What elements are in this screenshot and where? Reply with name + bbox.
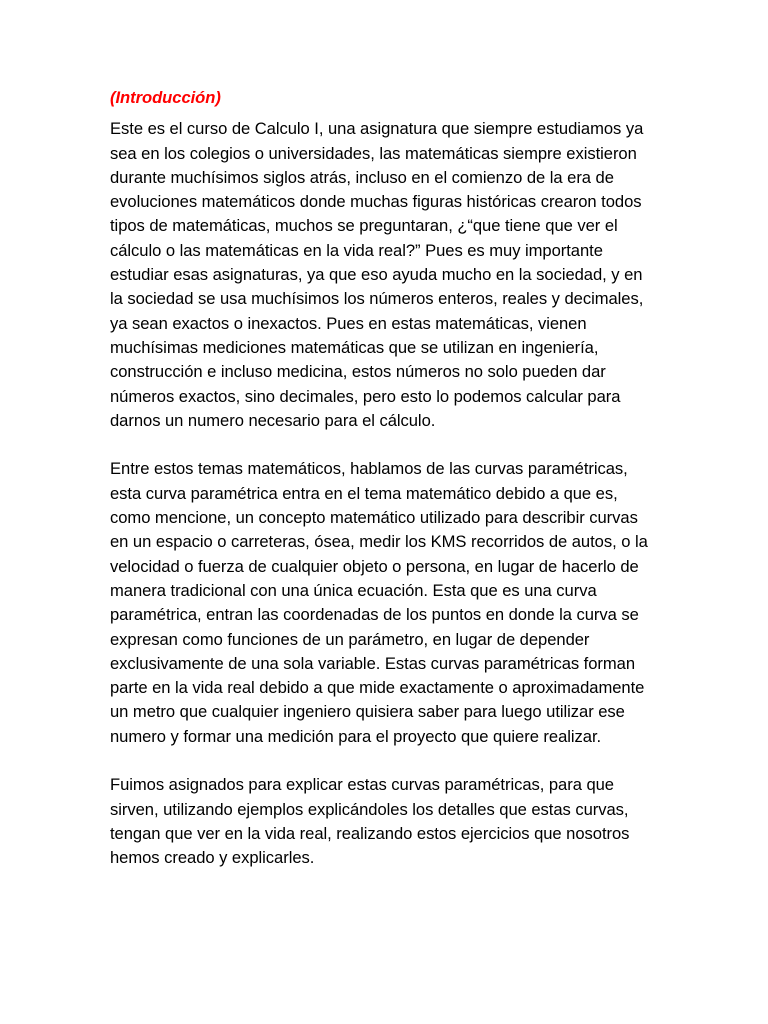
paragraph-parametric-curves: Entre estos temas matemáticos, hablamos de las curvas paramétricas, esta curva paramétrica entra en el tema matemático debido a que es, como mencione, un concepto matemático utilizado para describir curvas en un espacio o carreteras, ósea, medir los KMS recorridos de autos, o la velocidad o fuerza de cualquier objeto o persona, en lugar de hacerlo de manera tradicional con una única ecuación. Esta que es una curva paramétrica, entran las coordenadas de los puntos en donde la curva se expresan como funciones de un parámetro, en lugar de depender exclusivamente de una sola variable. Estas curvas paramétricas forman parte en la vida real debido a que mide exactamente o aproximadamente un metro que cualquier ingeniero quisiera saber para luego utilizar ese numero y formar una medición para el proyecto que quiere realizar. bbox=[110, 459, 648, 746]
paragraph-spacer bbox=[110, 749, 658, 773]
section-heading: (Introducción) bbox=[110, 88, 221, 107]
paragraph-spacer bbox=[110, 433, 658, 457]
paragraph-intro: Este es el curso de Calculo I, una asignatura que siempre estudiamos ya sea en los colegios o universidades, las matemáticas siempre existieron durante muchísimos siglos atrás, incluso en el comienzo de la era de evoluciones matemáticos donde muchas figuras históricas crearon todos tipos de matemáticas, muchos se preguntaran, ¿“que tiene que ver el cálculo o las matemáticas en la vida real?” Pues es muy importante estudiar esas asignaturas, ya que eso ayuda mucho en la sociedad, y en la sociedad se usa muchísimos los números enteros, reales y decimales, ya sean exactos o inexactos. Pues en estas matemáticas, vienen muchísimas mediciones matemáticas que se utilizan en ingeniería, construcción e incluso medicina, estos números no solo pueden dar números exactos, sino decimales, pero esto lo podemos calcular para darnos un numero necesario para el cálculo. bbox=[110, 119, 644, 430]
paragraph-assignment: Fuimos asignados para explicar estas curvas paramétricas, para que sirven, utilizando ejemplos explicándoles los detalles que estas curvas, tengan que ver en la vida real, realizando estos ejercicios que nosotros hemos creado y explicarles. bbox=[110, 775, 630, 868]
document-page bbox=[110, 86, 658, 871]
